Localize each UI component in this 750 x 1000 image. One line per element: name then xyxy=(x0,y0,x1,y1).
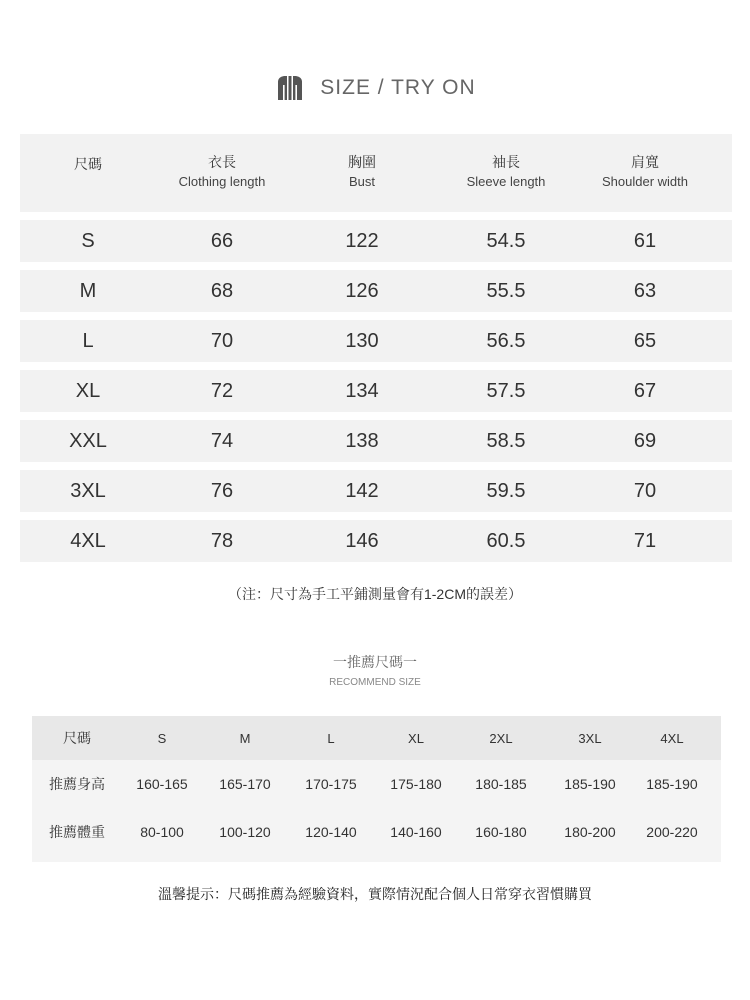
table-row xyxy=(20,520,732,562)
size-cell: XXL xyxy=(69,429,107,452)
page-title: SIZE / TRY ON xyxy=(320,76,476,99)
sleeve-length-cell: 55.5 xyxy=(486,279,526,302)
header-sleeve-length: 袖長 Sleeve length xyxy=(466,154,546,189)
sleeve-length-cell: 58.5 xyxy=(486,429,526,452)
size-table xyxy=(20,134,732,570)
weight-cell: 140-160 xyxy=(390,824,442,840)
size-cell: XL xyxy=(75,379,101,402)
height-cell: 180-185 xyxy=(475,776,527,792)
shoulder-width-cell: 65 xyxy=(633,329,657,352)
bust-cell: 142 xyxy=(345,479,379,502)
weight-cell: 80-100 xyxy=(140,824,184,840)
clothing-length-cell: 78 xyxy=(210,529,234,552)
size-cell: 4XL xyxy=(70,529,106,552)
header-bust: 胸圍 Bust xyxy=(348,154,376,189)
bust-cell: 146 xyxy=(345,529,379,552)
header-clothing-length: 衣長 Clothing length xyxy=(178,154,266,189)
header-label: 尺碼 xyxy=(63,730,91,746)
table-row xyxy=(20,370,732,412)
weight-cell: 160-180 xyxy=(475,824,527,840)
size-cell: M xyxy=(79,279,97,302)
row-label: 推薦身高 xyxy=(49,776,105,792)
size-cell: S xyxy=(81,229,95,252)
table-row xyxy=(20,220,732,262)
weight-cell: 200-220 xyxy=(646,824,698,840)
clothing-length-cell: 70 xyxy=(210,329,234,352)
bust-cell: 138 xyxy=(345,429,379,452)
table-row xyxy=(20,320,732,362)
table-row xyxy=(32,760,721,808)
bust-cell: 134 xyxy=(345,379,379,402)
table-row xyxy=(20,420,732,462)
shoulder-width-cell: 70 xyxy=(633,479,657,502)
header-size: 3XL xyxy=(578,730,602,746)
header-size: 4XL xyxy=(660,730,684,746)
recommend-title: 一推薦尺碼一 xyxy=(333,654,417,670)
sleeve-length-cell: 56.5 xyxy=(486,329,526,352)
row-label: 推薦體重 xyxy=(49,824,105,840)
clothing-length-cell: 74 xyxy=(210,429,234,452)
shoulder-width-cell: 61 xyxy=(633,229,657,252)
header-size: 2XL xyxy=(489,730,513,746)
shoulder-width-cell: 69 xyxy=(633,429,657,452)
page-header xyxy=(0,66,750,110)
height-cell: 185-190 xyxy=(564,776,616,792)
header-size: M xyxy=(239,730,251,746)
size-table-header xyxy=(20,134,732,212)
tip-text: 溫馨提示：尺碼推薦為經驗資料，實際情況配合個人日常穿衣習慣購買 xyxy=(158,886,592,902)
height-cell: 185-190 xyxy=(646,776,698,792)
size-cell: L xyxy=(82,329,94,352)
height-cell: 170-175 xyxy=(305,776,357,792)
height-cell: 175-180 xyxy=(390,776,442,792)
bust-cell: 130 xyxy=(345,329,379,352)
weight-cell: 100-120 xyxy=(219,824,271,840)
table-row xyxy=(20,470,732,512)
header-size: XL xyxy=(408,730,424,746)
jacket-icon xyxy=(274,72,306,104)
header-size: 尺碼 xyxy=(74,156,102,172)
table-row xyxy=(32,808,721,856)
shoulder-width-cell: 67 xyxy=(633,379,657,402)
header-shoulder-width: 肩寬 Shoulder width xyxy=(602,154,688,189)
recommend-table xyxy=(32,716,721,862)
measurement-note: （注：尺寸為手工平鋪測量會有1-2CM的誤差） xyxy=(227,586,522,602)
table-row xyxy=(20,270,732,312)
clothing-length-cell: 66 xyxy=(210,229,234,252)
bust-cell: 126 xyxy=(345,279,379,302)
sleeve-length-cell: 59.5 xyxy=(486,479,526,502)
height-cell: 160-165 xyxy=(136,776,188,792)
header-size: L xyxy=(327,730,335,746)
bust-cell: 122 xyxy=(345,229,379,252)
shoulder-width-cell: 63 xyxy=(633,279,657,302)
size-cell: 3XL xyxy=(70,479,106,502)
sleeve-length-cell: 60.5 xyxy=(486,529,526,552)
clothing-length-cell: 76 xyxy=(210,479,234,502)
recommend-table-header xyxy=(32,716,721,760)
recommend-subtitle: RECOMMEND SIZE xyxy=(329,677,421,688)
clothing-length-cell: 72 xyxy=(210,379,234,402)
shoulder-width-cell: 71 xyxy=(633,529,657,552)
weight-cell: 120-140 xyxy=(305,824,357,840)
weight-cell: 180-200 xyxy=(564,824,616,840)
clothing-length-cell: 68 xyxy=(210,279,234,302)
header-size: S xyxy=(157,730,167,746)
height-cell: 165-170 xyxy=(219,776,271,792)
sleeve-length-cell: 57.5 xyxy=(486,379,526,402)
sleeve-length-cell: 54.5 xyxy=(486,229,526,252)
